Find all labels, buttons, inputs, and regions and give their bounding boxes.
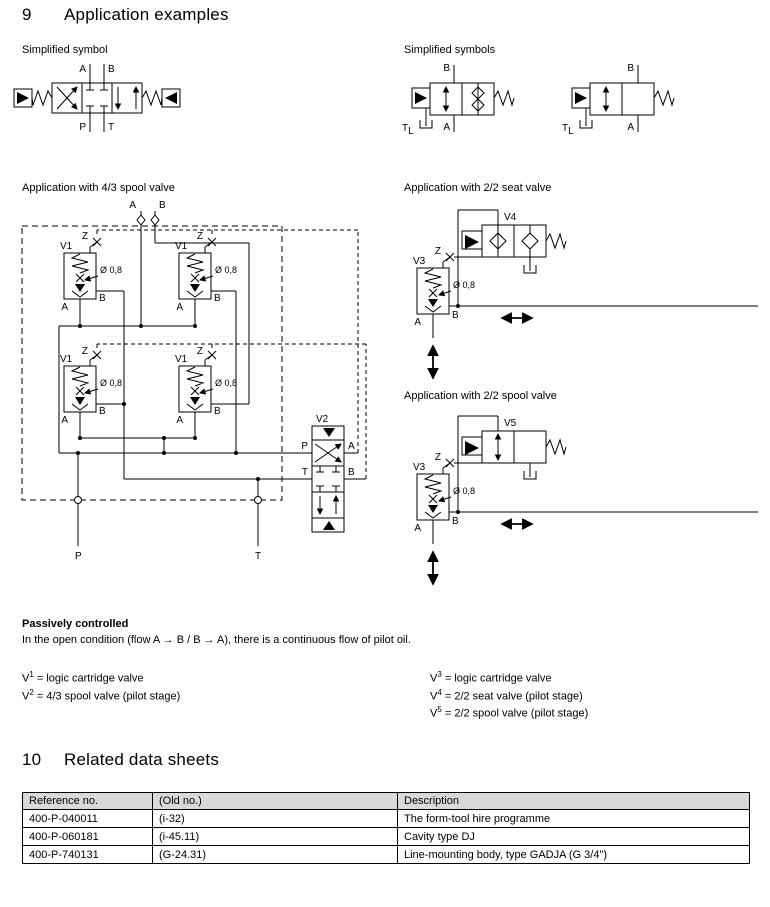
table-row	[23, 846, 750, 864]
orifice-label: Ø 0,8	[453, 280, 476, 290]
simplified-symbol-diagram	[12, 58, 192, 146]
spool-valve-v5	[462, 418, 566, 479]
port-label-a: A	[129, 200, 136, 211]
cell-description: The form-tool hire programme	[398, 810, 750, 828]
legend-key-digit: 2	[29, 687, 34, 697]
legend-key: V	[22, 672, 30, 685]
spring-symbol	[494, 91, 514, 105]
table-header-row	[23, 793, 750, 810]
legend-key: V	[430, 707, 438, 720]
pilot-label-z: Z	[434, 246, 441, 257]
valve-label-v1: V1	[175, 241, 188, 252]
legend-text: = 4/3 spool valve (pilot stage)	[36, 690, 181, 703]
legend-text: = logic cartridge valve	[444, 672, 552, 685]
cartridge-valve-v3	[413, 246, 475, 328]
spring-symbol	[546, 440, 566, 454]
cartridge-valve-v1	[60, 346, 122, 426]
table-row	[23, 810, 750, 828]
port-label-t: T	[301, 467, 308, 478]
orifice-label: Ø 0,8	[100, 378, 123, 388]
seat-valve-v4	[462, 212, 566, 273]
flow-arrows	[433, 318, 532, 378]
cartridge-valve-v1	[60, 231, 122, 313]
port-label-p: P	[301, 441, 308, 452]
orifice-label: Ø 0,8	[453, 486, 476, 496]
legend-key: V	[430, 690, 438, 703]
col-header-reference-no: Reference no.	[23, 793, 153, 810]
port-label-b: B	[452, 516, 459, 527]
cell-old-no: (i-32)	[153, 810, 398, 828]
port-label-a: A	[79, 64, 86, 75]
valve-label-v5: V5	[504, 418, 517, 429]
flow-arrows	[433, 524, 532, 584]
port-label-b: B	[108, 64, 115, 75]
legend-item	[22, 686, 180, 704]
legend-key: V	[22, 690, 30, 703]
port-label-tl: TL	[562, 123, 574, 137]
port-label-t: T	[108, 122, 115, 133]
port-label-b: B	[627, 63, 634, 74]
legend-text: = 2/2 seat valve (pilot stage)	[444, 690, 583, 703]
related-data-sheets-table	[22, 792, 750, 864]
pilot-label-z: Z	[81, 346, 88, 357]
legend-key: V	[430, 672, 438, 685]
caption-app-22-spool: Application with 2/2 spool valve	[404, 390, 557, 402]
spring-symbol	[654, 91, 674, 105]
valve-2-2-spool-symbol	[562, 63, 674, 137]
cell-reference-no: 400-P-040011	[23, 810, 153, 828]
legend-item	[430, 668, 588, 686]
port-label-b: B	[159, 200, 166, 211]
caption-app-22-seat: Application with 2/2 seat valve	[404, 182, 552, 194]
caption-simplified-symbols: Simplified symbols	[404, 44, 496, 56]
valve-label-v3: V3	[413, 462, 426, 473]
valve-label-v1: V1	[60, 354, 73, 365]
orifice-label: Ø 0,8	[215, 265, 238, 275]
port-label-tl: TL	[402, 123, 414, 137]
port-b	[151, 200, 166, 225]
pilot-label-z: Z	[196, 231, 203, 242]
port-label-a: A	[627, 122, 634, 133]
orifice-label: Ø 0,8	[100, 265, 123, 275]
legend-text: = logic cartridge valve	[36, 672, 144, 685]
passively-controlled-text: In the open condition (flow A → B / B → A), there is a continuous flow of pilot oil.	[22, 634, 411, 646]
cell-old-no: (G-24.31)	[153, 846, 398, 864]
valve-label-v1: V1	[60, 241, 73, 252]
cartridge-valve-v3	[413, 452, 475, 534]
simplified-symbols-diagram	[402, 58, 732, 150]
legend-left-column	[22, 668, 180, 703]
port-label-p: P	[75, 551, 82, 562]
spring-symbol	[32, 91, 52, 105]
spring-symbol	[546, 234, 566, 248]
section-number: 10	[22, 750, 42, 769]
port-label-a: A	[414, 523, 421, 534]
port-label-b: B	[348, 467, 355, 478]
section-number: 9	[22, 5, 32, 24]
port-t	[255, 479, 262, 562]
application-4-3-spool-diagram	[14, 198, 389, 593]
valve-label-v4: V4	[504, 212, 517, 223]
cell-reference-no: 400-P-060181	[23, 828, 153, 846]
valve-2-2-seat-symbol	[402, 63, 514, 137]
legend-item	[22, 668, 180, 686]
cell-description: Cavity type DJ	[398, 828, 750, 846]
section-title: Related data sheets	[64, 750, 220, 769]
col-header-old-no: (Old no.)	[153, 793, 398, 810]
port-label-a: A	[176, 302, 183, 313]
cartridge-valve-v1	[175, 346, 237, 426]
cell-old-no: (i-45.11)	[153, 828, 398, 846]
port-label-a: A	[443, 122, 450, 133]
port-label-b: B	[214, 406, 221, 417]
pilot-label-z: Z	[434, 452, 441, 463]
valve-label-v1: V1	[175, 354, 188, 365]
application-2-2-seat-diagram	[402, 198, 758, 388]
application-2-2-spool-diagram	[402, 404, 758, 594]
section-title: Application examples	[64, 5, 229, 24]
valve-label-v2: V2	[316, 414, 329, 425]
legend-item	[430, 703, 588, 721]
section-9-heading	[22, 5, 229, 25]
port-label-a: A	[176, 415, 183, 426]
legend-text: = 2/2 spool valve (pilot stage)	[444, 707, 589, 720]
pilot-valve-v2	[301, 414, 366, 532]
port-label-b: B	[99, 406, 106, 417]
col-header-description: Description	[398, 793, 750, 810]
port-p	[75, 453, 83, 562]
port-label-p: P	[79, 122, 86, 133]
passively-controlled-heading: Passively controlled	[22, 618, 129, 630]
caption-simplified-symbol: Simplified symbol	[22, 44, 108, 56]
caption-app-43-spool: Application with 4/3 spool valve	[22, 182, 175, 194]
port-label-a: A	[61, 302, 68, 313]
cell-description: Line-mounting body, type GADJA (G 3/4")	[398, 846, 750, 864]
pilot-label-z: Z	[81, 231, 88, 242]
port-label-b: B	[452, 310, 459, 321]
port-label-b: B	[99, 293, 106, 304]
cell-reference-no: 400-P-740131	[23, 846, 153, 864]
section-10-heading	[22, 750, 219, 770]
port-label-a: A	[61, 415, 68, 426]
table-row	[23, 828, 750, 846]
port-label-b: B	[214, 293, 221, 304]
legend-key-digit: 1	[29, 670, 34, 679]
pilot-label-z: Z	[196, 346, 203, 357]
port-label-a: A	[414, 317, 421, 328]
legend-item	[430, 686, 588, 704]
spring-symbol	[142, 91, 162, 105]
port-a	[129, 200, 145, 225]
legend-key-digit: 5	[437, 705, 442, 715]
orifice-label: Ø 0,8	[215, 378, 238, 388]
port-label-t: T	[255, 551, 262, 562]
legend-right-column	[430, 668, 588, 721]
port-label-b: B	[443, 63, 450, 74]
port-label-a: A	[348, 441, 355, 452]
legend-key-digit: 3	[437, 670, 442, 679]
valve-label-v3: V3	[413, 256, 426, 267]
legend-key-digit: 4	[437, 687, 442, 697]
valve-4-3-symbol	[14, 64, 180, 133]
